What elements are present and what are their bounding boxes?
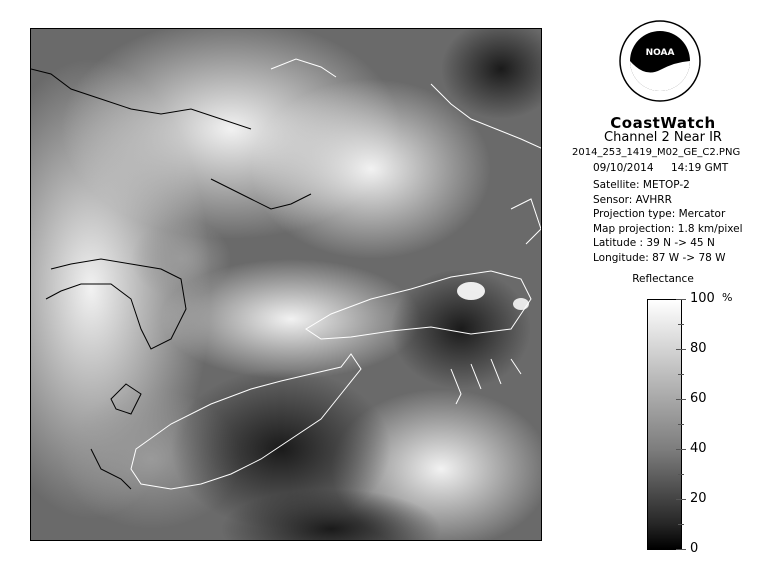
colorbar-tick [676, 449, 686, 450]
logo-text: NOAA [645, 48, 675, 58]
image-date: 09/10/2014 [593, 162, 654, 174]
colorbar-tick [676, 549, 686, 550]
colorbar-minor-tick [678, 474, 684, 475]
colorbar-minor-tick [678, 424, 684, 425]
satellite-image [30, 28, 542, 541]
colorbar-tick-label: 0 [690, 541, 699, 556]
colorbar-minor-tick [678, 324, 684, 325]
channel-label: Channel 2 Near IR [604, 130, 722, 145]
reflectance-colorbar [647, 299, 682, 550]
colorbar-minor-tick [678, 374, 684, 375]
noaa-logo-icon [619, 20, 701, 102]
colorbar-tick-label: 100 [690, 291, 715, 306]
meta-projection-type: Projection type: Mercator [593, 208, 726, 220]
image-time: 14:19 GMT [671, 162, 729, 174]
legend-title: Reflectance [632, 273, 694, 285]
meta-satellite: Satellite: METOP-2 [593, 179, 690, 191]
info-panel [560, 20, 782, 572]
satellite-image-canvas [31, 29, 542, 541]
colorbar-tick-label: 40 [690, 441, 707, 456]
colorbar-minor-tick [678, 524, 684, 525]
colorbar-tick-label: 60 [690, 391, 707, 406]
colorbar-tick [676, 499, 686, 500]
file-name: 2014_253_1419_M02_GE_C2.PNG [572, 147, 741, 158]
colorbar-tick [676, 399, 686, 400]
meta-latitude: Latitude : 39 N -> 45 N [593, 237, 715, 249]
meta-sensor: Sensor: AVHRR [593, 194, 672, 206]
legend-unit: % [722, 291, 733, 304]
colorbar-tick-label: 80 [690, 341, 707, 356]
colorbar-tick-label: 20 [690, 491, 707, 506]
colorbar-tick [676, 299, 686, 300]
meta-longitude: Longitude: 87 W -> 78 W [593, 252, 726, 264]
meta-map-projection: Map projection: 1.8 km/pixel [593, 223, 743, 235]
colorbar-tick [676, 349, 686, 350]
brand-title: CoastWatch [610, 114, 716, 132]
